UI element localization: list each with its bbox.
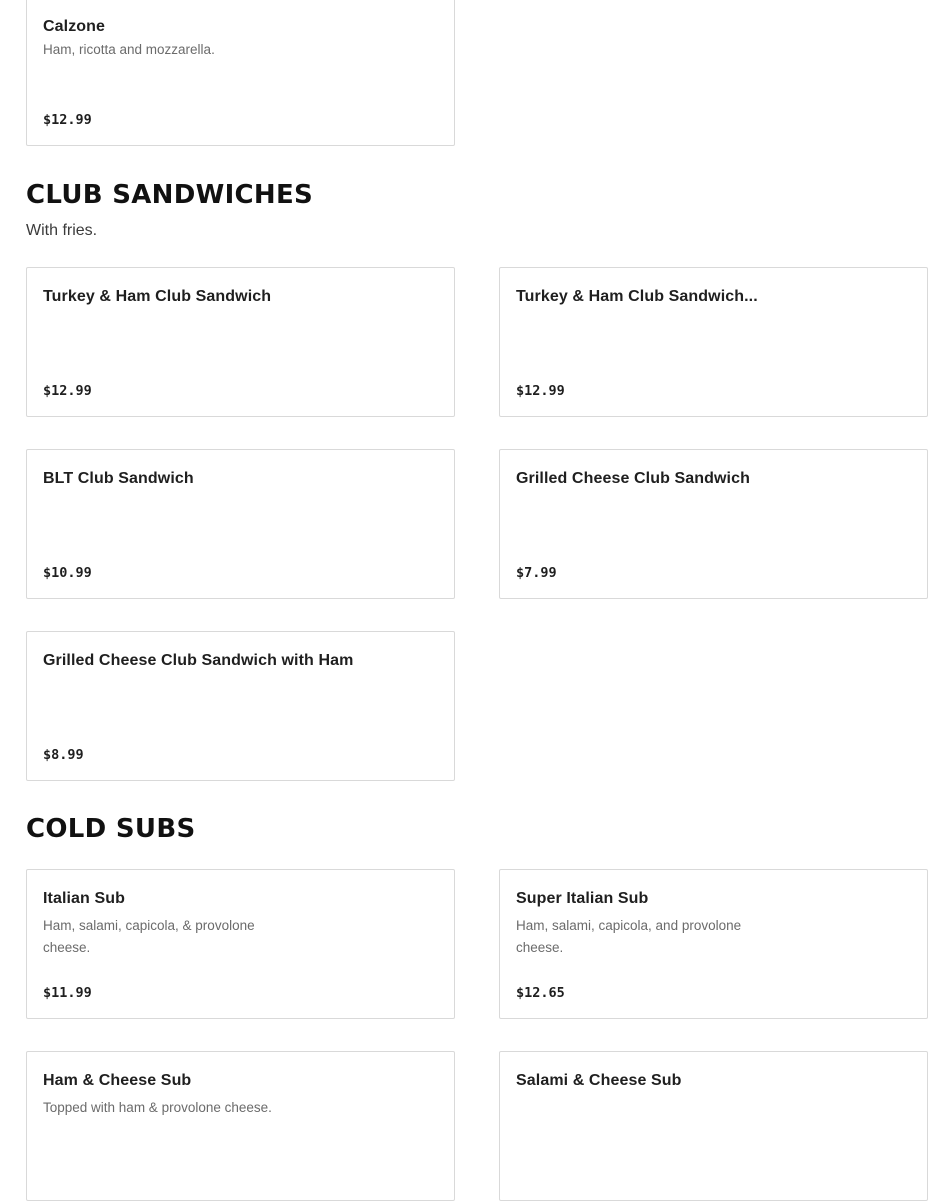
- menu-item-price: $7.99: [516, 565, 557, 581]
- menu-item-name: Ham & Cheese Sub: [43, 1072, 192, 1089]
- menu-item-price: $12.99: [43, 112, 92, 128]
- menu-item-card-ham-cheese-sub[interactable]: [26, 1051, 455, 1201]
- menu-item-card-grilled-cheese-club[interactable]: [499, 449, 928, 599]
- menu-item-price: $11.99: [43, 985, 92, 1001]
- menu-item-name: Salami & Cheese Sub: [516, 1072, 682, 1089]
- menu-item-description: Ham, salami, capicola, and provolone cheese.: [516, 918, 742, 955]
- menu-item-price: $8.99: [43, 747, 84, 763]
- menu-item-card-turkey-ham-club[interactable]: [26, 267, 455, 417]
- menu-item-name: Grilled Cheese Club Sandwich: [516, 470, 750, 487]
- menu-item-price: $10.99: [43, 565, 92, 581]
- menu-item-price: $12.99: [43, 383, 92, 399]
- menu-item-name: Calzone: [43, 18, 106, 35]
- menu-item-name: Super Italian Sub: [516, 890, 649, 907]
- menu-item-name: BLT Club Sandwich: [43, 470, 194, 487]
- menu-item-name: Turkey & Ham Club Sandwich: [43, 288, 272, 305]
- menu-item-name: Grilled Cheese Club Sandwich with Ham: [43, 652, 354, 669]
- menu-item-name: Turkey & Ham Club Sandwich...: [516, 288, 758, 305]
- menu-item-card-turkey-ham-club-2[interactable]: [499, 267, 928, 417]
- section-title-club-sandwiches: CLUB SANDWICHES: [26, 180, 314, 210]
- menu-item-card-salami-cheese-sub[interactable]: [499, 1051, 928, 1201]
- menu-item-description: Ham, ricotta and mozzarella.: [43, 42, 215, 57]
- menu-item-card-calzone[interactable]: [26, 0, 455, 146]
- menu-item-card-blt-club[interactable]: [26, 449, 455, 599]
- menu-item-name: Italian Sub: [43, 890, 125, 907]
- menu-item-card-grilled-cheese-club-ham[interactable]: [26, 631, 455, 781]
- menu-item-description: Ham, salami, capicola, & provolone cheese.: [43, 918, 255, 955]
- menu-item-price: $12.99: [516, 383, 565, 399]
- menu-item-description: Topped with ham & provolone cheese.: [43, 1100, 272, 1115]
- section-title-cold-subs: COLD SUBS: [26, 814, 196, 844]
- menu-item-card-super-italian-sub[interactable]: [499, 869, 928, 1019]
- menu-item-price: $12.65: [516, 985, 565, 1001]
- menu-item-card-italian-sub[interactable]: [26, 869, 455, 1019]
- section-subtitle-club-sandwiches: With fries.: [26, 222, 98, 239]
